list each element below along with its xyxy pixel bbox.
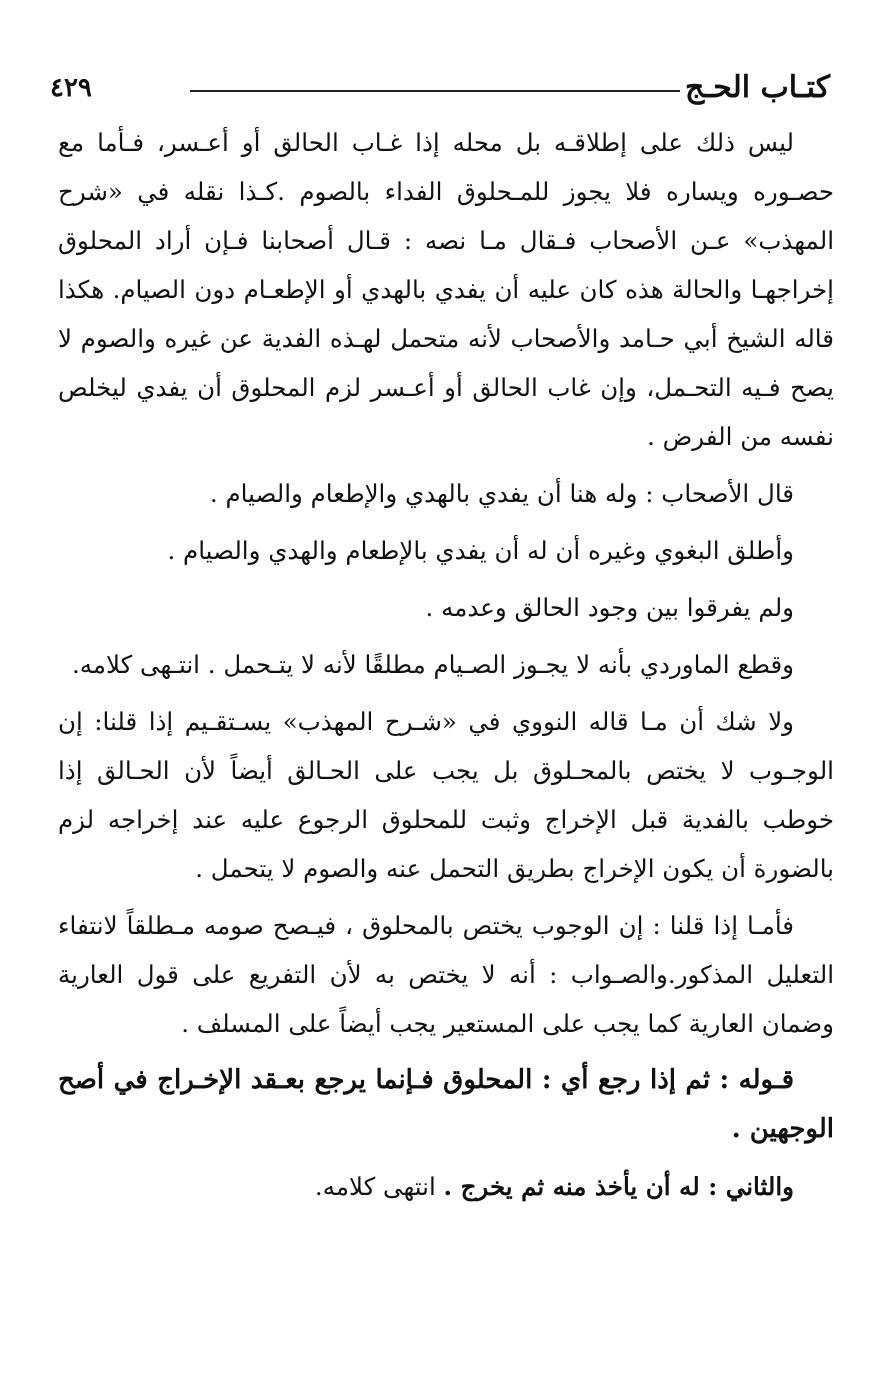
paragraph-9 [58, 1162, 834, 1211]
paragraph-5: وقطع الماوردي بأنه لا يجـوز الصـيام مطلقًا لأنه لا يتـحمل . انتـهى كلامه. [71, 650, 794, 679]
chapter-title: كتـاب الحـج [685, 70, 830, 105]
running-header [50, 66, 830, 110]
paragraph-1: ليس ذلك على إطلاقـه بل محله إذا غـاب الحالق أو أعـسر، فـأما مع حصـوره ويساره فلا يجوز للمـحلوق الفداء بالصوم .كـذا نقله في «شرح المهذب» عـن الأصحاب فـقال مـا نصه : قـال أصحابنا فـإن أراد المحلوق إخراجهـا والحالة هذه كان عليه أن يفدي بالهدي أو الإطعـام دون الصيام. هكذا قاله الشيخ أبي حـامد والأصحاب لأنه متحمل لهـذه الفدية عن غيره والصوم لا يصح فـيه التحـمل، وإن غاب الحالق أو أعـسر لزم المحلوق أن يفدي ليخلص نفسه من الفرض . [58, 128, 834, 451]
header-rule [190, 90, 680, 92]
paragraph-6: ولا شك أن مـا قاله النووي في «شـرح المهذب» يسـتقـيم إذا قلنا: إن الوجـوب لا يختص بالمحـلوق بل يجب على الحـالق أيضاً لأن الحـالق إذا خوطب بالفدية قبل الإخراج وثبت للمحلوق الرجوع عليه عند إخراجه لزم بالضورة أن يكون الإخراج بطريق التحمل عنه والصوم لا يتحمل . [58, 707, 834, 883]
paragraph-9-regular: انتهى كلامه. [314, 1172, 444, 1201]
paragraph-9-bold: والثاني : له أن يأخذ منه ثم يخرج . [443, 1172, 794, 1201]
paragraph-3: وأطلق البغوي وغيره أن له أن يفدي بالإطعام والهدي والصيام . [167, 536, 794, 565]
paragraph-8-quote: قـوله : ثم إذا رجع أي : المحلوق فـإنما يرجع بعـقد الإخـراج في أصح الوجهين . [58, 1065, 834, 1144]
paragraph-7: فأمـا إذا قلنا : إن الوجوب يختص بالمحلوق ، فيـصح صومه مـطلقاً لانتفاء التعليل المذكور.والصـواب : أنه لا يختص به لأن التفريع على قول العارية وضمان العارية كما يجب على المستعير يجب أيضاً على المسلف . [58, 911, 834, 1038]
page-number: ٤٢٩ [50, 73, 92, 103]
page-body [58, 118, 834, 1211]
paragraph-4: ولم يفرقوا بين وجود الحالق وعدمه . [425, 593, 794, 622]
paragraph-2: قال الأصحاب : وله هنا أن يفدي بالهدي والإطعام والصيام . [209, 479, 794, 508]
